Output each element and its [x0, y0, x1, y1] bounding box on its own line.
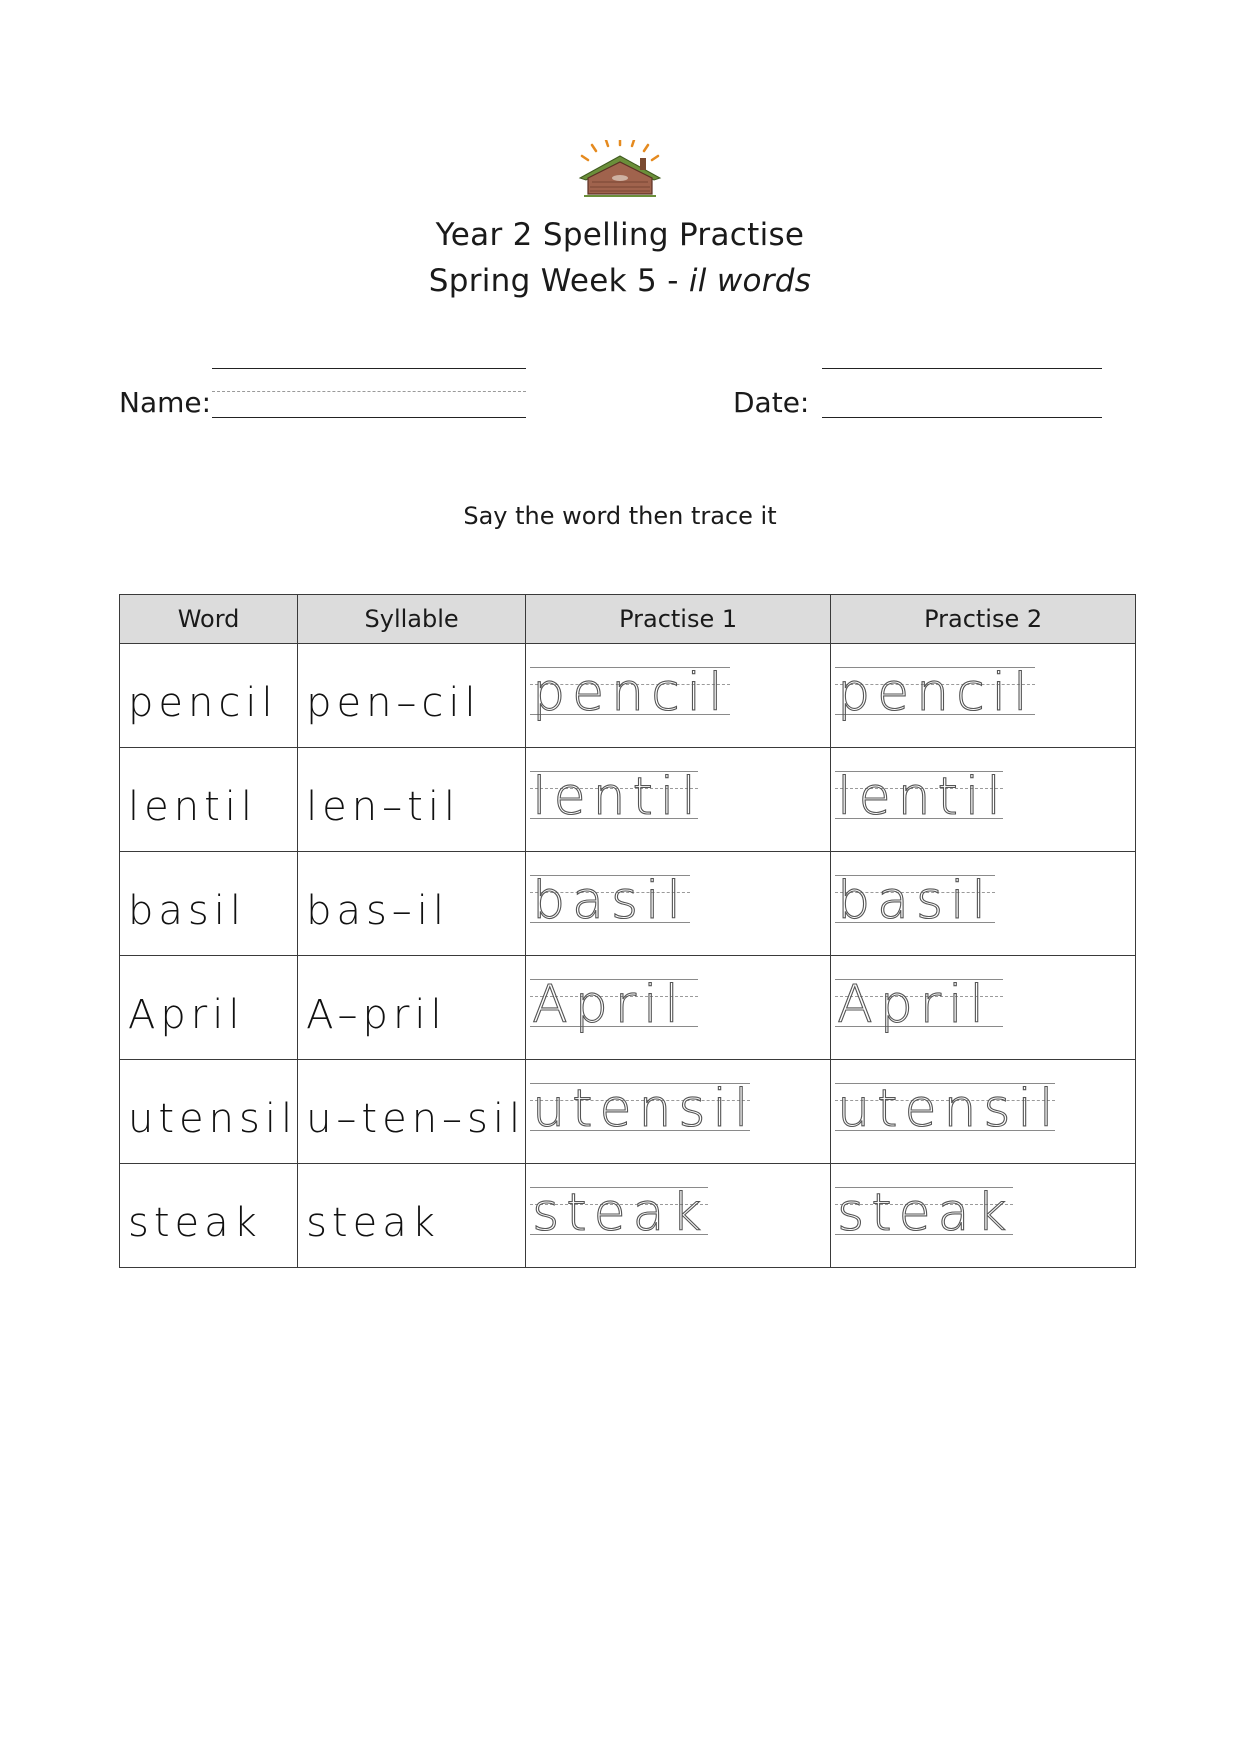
- word-cell: April: [120, 956, 298, 1060]
- trace-word: April: [837, 975, 991, 1035]
- practise-2-cell[interactable]: [831, 748, 1136, 852]
- word-cell: lentil: [120, 748, 298, 852]
- header-practise-2: Practise 2: [831, 595, 1136, 644]
- trace-area[interactable]: [831, 963, 1135, 1052]
- syllable-cell: pen–cil: [298, 644, 526, 748]
- trace-word: utensil: [837, 1079, 1061, 1139]
- trace-area[interactable]: [831, 755, 1135, 844]
- name-writing-line[interactable]: [212, 417, 526, 418]
- practise-1-cell[interactable]: [526, 1060, 831, 1164]
- word-cell: utensil: [120, 1060, 298, 1164]
- trace-area[interactable]: [526, 859, 830, 948]
- trace-area[interactable]: [526, 755, 830, 844]
- date-writing-line[interactable]: [822, 417, 1102, 418]
- trace-area[interactable]: [831, 651, 1135, 740]
- trace-area[interactable]: [831, 859, 1135, 948]
- table-row: [120, 644, 1136, 748]
- trace-word: pencil: [532, 663, 730, 723]
- trace-word: steak: [532, 1183, 709, 1243]
- word-cell: steak: [120, 1164, 298, 1268]
- title-line-2-prefix: Spring Week 5 -: [428, 263, 689, 299]
- syllable-cell: steak: [298, 1164, 526, 1268]
- spelling-table: [119, 594, 1136, 1268]
- trace-word: pencil: [837, 663, 1035, 723]
- table-row: [120, 1164, 1136, 1268]
- date-label: Date:: [733, 386, 810, 419]
- trace-area[interactable]: [831, 1171, 1135, 1260]
- header-syllable: Syllable: [298, 595, 526, 644]
- name-label: Name:: [119, 386, 212, 419]
- table-header-row: [120, 595, 1136, 644]
- word-cell: pencil: [120, 644, 298, 748]
- table-row: [120, 956, 1136, 1060]
- house-sun-icon: [570, 140, 670, 202]
- trace-area[interactable]: [526, 1171, 830, 1260]
- table-row: [120, 748, 1136, 852]
- trace-word: lentil: [532, 767, 703, 827]
- syllable-cell: bas–il: [298, 852, 526, 956]
- title-line-2: [0, 258, 1240, 304]
- syllable-cell: len–til: [298, 748, 526, 852]
- table-row: [120, 1060, 1136, 1164]
- name-writing-top-line: [212, 368, 526, 369]
- trace-area[interactable]: [831, 1067, 1135, 1156]
- table-row: [120, 852, 1136, 956]
- word-cell: basil: [120, 852, 298, 956]
- practise-1-cell[interactable]: [526, 1164, 831, 1268]
- header-practise-1: Practise 1: [526, 595, 831, 644]
- practise-2-cell[interactable]: [831, 1060, 1136, 1164]
- worksheet-title: [0, 212, 1240, 304]
- title-line-2-topic: il words: [688, 263, 812, 299]
- trace-area[interactable]: [526, 651, 830, 740]
- name-writing-mid-line: [212, 391, 526, 392]
- trace-area[interactable]: [526, 963, 830, 1052]
- header-word: Word: [120, 595, 298, 644]
- syllable-cell: A–pril: [298, 956, 526, 1060]
- practise-1-cell[interactable]: [526, 644, 831, 748]
- practise-2-cell[interactable]: [831, 1164, 1136, 1268]
- trace-word: basil: [837, 871, 993, 931]
- trace-area[interactable]: [526, 1067, 830, 1156]
- instruction-text: Say the word then trace it: [463, 502, 777, 530]
- trace-word: basil: [532, 871, 688, 931]
- practise-2-cell[interactable]: [831, 644, 1136, 748]
- practise-2-cell[interactable]: [831, 956, 1136, 1060]
- trace-word: steak: [837, 1183, 1014, 1243]
- trace-word: April: [532, 975, 686, 1035]
- practise-1-cell[interactable]: [526, 956, 831, 1060]
- practise-1-cell[interactable]: [526, 748, 831, 852]
- date-writing-top-line: [822, 368, 1102, 369]
- trace-word: lentil: [837, 767, 1008, 827]
- title-line-1: Year 2 Spelling Practise: [435, 217, 805, 253]
- practise-2-cell[interactable]: [831, 852, 1136, 956]
- trace-word: utensil: [532, 1079, 756, 1139]
- syllable-cell: u–ten–sil: [298, 1060, 526, 1164]
- practise-1-cell[interactable]: [526, 852, 831, 956]
